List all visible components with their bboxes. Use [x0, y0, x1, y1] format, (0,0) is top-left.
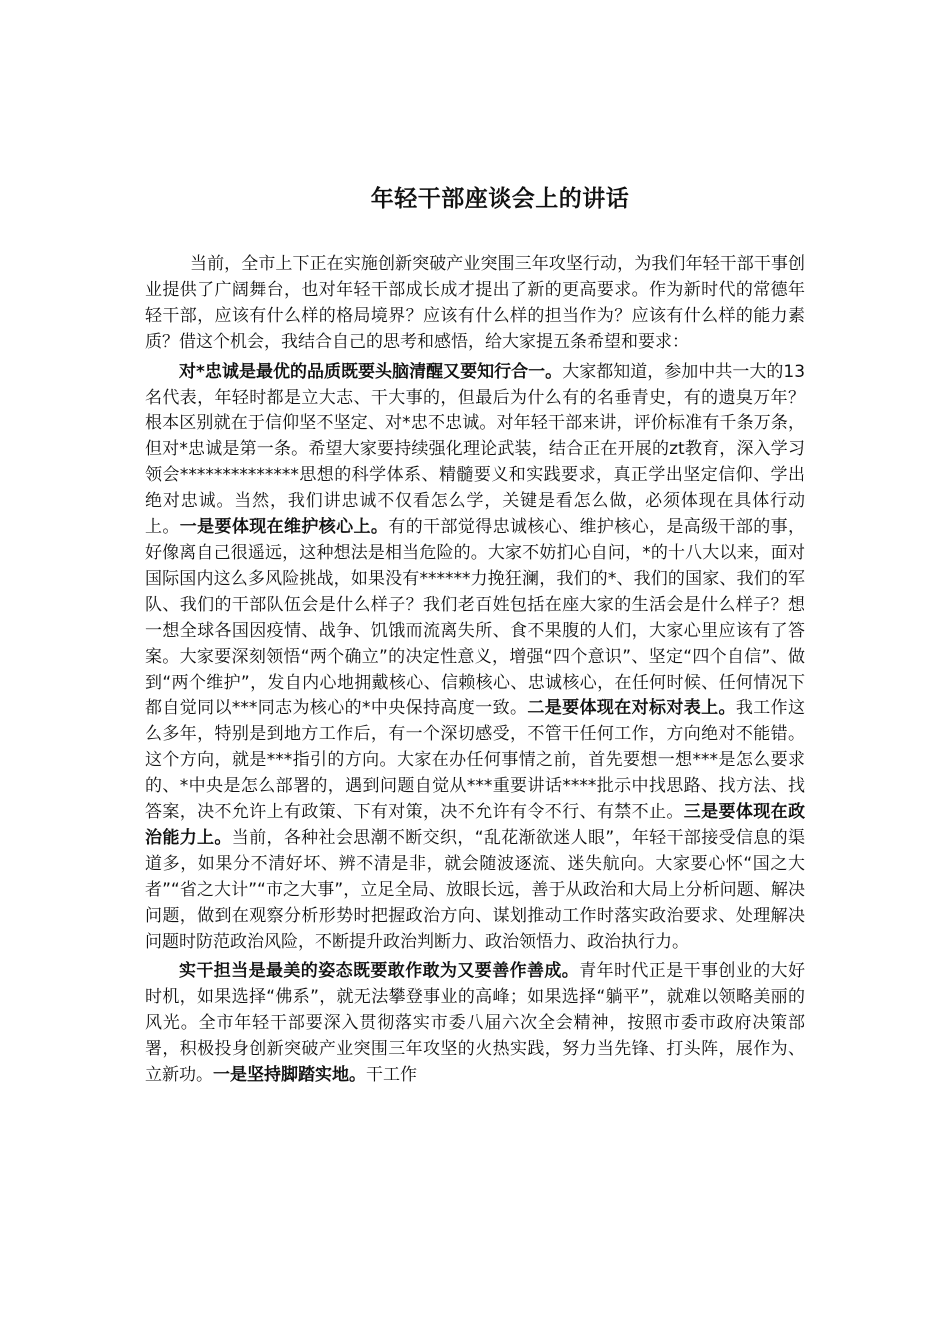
action-paragraph [145, 959, 805, 1089]
loyalty-paragraph [145, 360, 805, 956]
intro-paragraph: 当前，全市上下正在实施创新突破产业突围三年攻坚行动，为我们年轻干部干事创业提供了广阔舞台，也对年轻干部成长成才提出了新的更高要求。作为新时代的常德年轻干部，应该有什么样的格局境界？应该有什么样的担当作为？应该有什么样的能力素质？借这个机会，我结合自己的思考和感悟，给大家提五条希望和要求： [145, 254, 805, 352]
action-point-1: 一是坚持脚踏实地。 [213, 1065, 366, 1086]
loyalty-text-3: 我工作这么多年，特别是到地方工作后，有一个深切感受，不管干任何工作，方向绝对不能错。这个方向，就是***指引的方向。大家在办任何事情之前，首先要想一想***是怎么要求的、*中央是怎么部署的，遇到问题自觉从***重要讲话****批示中找思路、找方法、找答案，决不允许上有政策、下有对策，决不允许有令不行、有禁不止。 [145, 698, 806, 823]
document-body [145, 252, 805, 1093]
action-text-2: 干工作 [366, 1065, 417, 1086]
loyalty-point-2: 二是要体现在对标对表上。 [527, 698, 736, 719]
loyalty-point-1: 一是要体现在维护核心上。 [179, 517, 389, 538]
loyalty-point-3: 三是要体现在政治能力上。 [145, 802, 806, 848]
document-title: 年轻干部座谈会上的讲话 [370, 185, 630, 212]
loyalty-heading: 对*忠诚是最优的品质既要头脑清醒又要知行合一。 [179, 361, 563, 382]
loyalty-text-2: 有的干部觉得忠诚核心、维护核心，是高级干部的事，好像离自己很遥远，这种想法是相当危险的。大家不妨扪心自问，*的十八大以来，面对国际国内这么多风险挑战，如果没有******力挽狂澜，我们的*、我们的国家、我们的军队、我们的干部队伍会是什么样子？我们老百姓包括在座大家的生活会是什么样子？想一想全球各国因疫情、战争、饥饿而流离失所、食不果腹的人们，大家心里应该有了答案。大家要深刻领悟“两个确立”的决定性意义，增强“四个意识”、坚定“四个自信”、做到“两个维护”，发自内心地拥戴核心、信赖核心、忠诚核心，在任何时候、任何情况下都自觉同以***同志为核心的*中央保持高度一致。 [145, 517, 806, 719]
loyalty-text-4: 当前，各种社会思潮不断交织，“乱花渐欲迷人眼”，年轻干部接受信息的渠道多，如果分不清好坏、辨不清是非，就会随波逐流、迷失航向。大家要心怀“国之大者”“省之大计”“市之大事”，立足全局、放眼长远，善于从政治和大局上分析问题、解决问题，做到在观察分析形势时把握政治方向、谋划推动工作时落实政治要求、处理解决问题时防范政治风险，不断提升政治判断力、政治领悟力、政治执行力。 [145, 827, 805, 952]
action-text-1: 青年时代正是干事创业的大好时机，如果选择“佛系”，就无法攀登事业的高峰；如果选择“躺平”，就难以领略美丽的风光。全市年轻干部要深入贯彻落实市委八届六次全会精神，按照市委市政府决策部署，积极投身创新突破产业突围三年攻坚的火热实践，努力当先锋、打头阵，展作为、立新功。 [145, 961, 806, 1086]
action-heading: 实干担当是最美的姿态既要敢作敢为又要善作善成。 [179, 961, 580, 982]
loyalty-text-1: 大家都知道，参加中共一大的13名代表，年轻时都是立大志、干大事的，但最后为什么有的名垂青史，有的遗臭万年？根本区别就在于信仰坚不坚定、对*忠不忠诚。对年轻干部来讲，评价标准有千条万条，但对*忠诚是第一条。希望大家要持续强化理论武装，结合正在开展的zt教育，深入学习领会**************思想的科学体系、精髓要义和实践要求，真正学出坚定信仰、学出绝对忠诚。当然，我们讲忠诚不仅看怎么学，关键是看怎么做，必须体现在具体行动上。 [145, 361, 806, 538]
